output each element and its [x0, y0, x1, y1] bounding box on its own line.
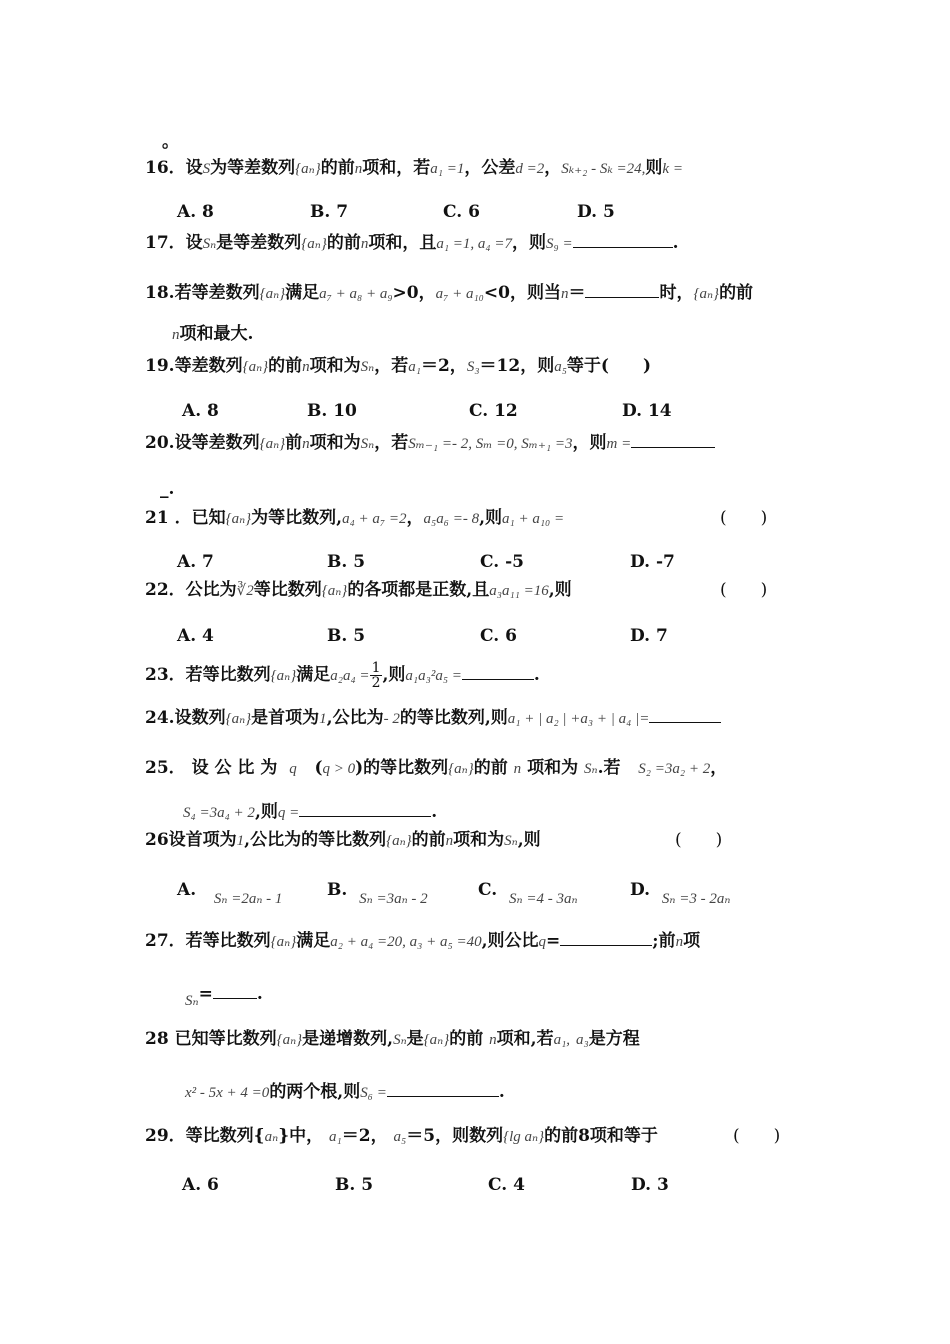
q22-option-a[interactable]: A. 4: [177, 626, 214, 646]
q26-option-a[interactable]: A. Sₙ =2aₙ - 1: [177, 880, 283, 907]
q16-option-b[interactable]: B. 7: [310, 202, 349, 222]
question-18-line2: n项和最大.: [172, 324, 254, 344]
q19-option-b[interactable]: B. 10: [307, 401, 357, 421]
question-23: 23．若等比数列{aₙ}满足a₂a₄ = $\frac{1}{2}$ ,则a₁a₃²a₅ = .: [145, 660, 540, 691]
q21-option-b[interactable]: B. 5: [327, 552, 366, 572]
q28-answer-blank[interactable]: [387, 1080, 499, 1097]
q29-answer-paren[interactable]: ( ): [733, 1126, 781, 1146]
q21-option-c[interactable]: C. -5: [480, 552, 524, 572]
q16-option-d[interactable]: D. 5: [577, 202, 615, 222]
question-25: 25． 设 公 比 为 q (q > 0)的等比数列{aₙ}的前 n 项和为 Sₙ.若 S₂ =3a₂ + 2，: [145, 758, 728, 778]
question-27: 27．若等比数列{aₙ}满足a₂ + a₄ =20, a₃ + a₅ =40,则公比q= ;前n项: [145, 931, 701, 951]
q26-option-d[interactable]: D. Sₙ =3 - 2aₙ: [630, 880, 731, 907]
q25-answer-blank[interactable]: [299, 800, 431, 817]
q21-option-d[interactable]: D. -7: [630, 552, 675, 572]
q23-fraction: $\frac{1}{2}$: [371, 660, 381, 691]
q26-option-b[interactable]: B. Sₙ =3aₙ - 2: [327, 880, 428, 907]
q29-option-a[interactable]: A. 6: [182, 1175, 219, 1195]
q23-answer-blank[interactable]: [462, 663, 534, 680]
question-21: 21 ．已知{aₙ}为等比数列,a₄ + a₇ =2，a₅a₆ =- 8,则a₁ + a₁₀ =: [145, 508, 565, 528]
question-27-line2: Sₙ= .: [185, 984, 263, 1009]
q16-option-a[interactable]: A. 8: [177, 202, 214, 222]
question-20: 20.设等差数列{aₙ}前n项和为Sₙ，若Sₘ₋₁ =- 2, Sₘ =0, Sₘ₊₁ =3，则m =: [145, 431, 715, 456]
question-22: 22．公比为∛2等比数列{aₙ}的各项都是正数,且a₃a₁₁ =16,则: [145, 580, 572, 600]
q22-option-c[interactable]: C. 6: [480, 626, 517, 646]
question-18: 18.若等差数列{aₙ}满足a₇ + a₈ + a₉>0，a₇ + a₁₀<0，则当n＝ 时，{aₙ}的前: [145, 283, 754, 303]
question-29: 29．等比数列{aₙ}中， a₁＝2， a₅＝5，则数列{lg aₙ}的前8项和等于: [145, 1126, 658, 1146]
question-20-line2: _.: [160, 479, 175, 499]
q20-answer-blank[interactable]: [631, 431, 715, 448]
q19-option-a[interactable]: A. 8: [182, 401, 219, 421]
question-17: 17．设Sₙ是等差数列{aₙ}的前n项和，且a₁ =1, a₄ =7，则S₉ = .: [145, 233, 679, 253]
q29-option-b[interactable]: B. 5: [335, 1175, 374, 1195]
q22-option-d[interactable]: D. 7: [630, 626, 668, 646]
q22-answer-paren[interactable]: ( ): [720, 580, 768, 600]
q24-answer-blank[interactable]: [649, 706, 721, 723]
question-26: 26设首项为1,公比为的等比数列{aₙ}的前n项和为Sₙ,则: [145, 830, 541, 850]
q19-option-c[interactable]: C. 12: [469, 401, 518, 421]
q22-option-b[interactable]: B. 5: [327, 626, 366, 646]
leading-dot: 。: [162, 132, 179, 152]
question-28: 28 已知等比数列{aₙ}是递增数列,Sₙ是{aₙ}的前 n项和,若a₁, a₃是方程: [145, 1029, 640, 1049]
q27-sum-blank[interactable]: [213, 982, 257, 999]
q21-option-a[interactable]: A. 7: [177, 552, 214, 572]
q21-answer-paren[interactable]: ( ): [720, 508, 768, 528]
q26-answer-paren[interactable]: ( ): [675, 830, 723, 850]
q19-option-d[interactable]: D. 14: [622, 401, 672, 421]
question-24: 24.设数列{aₙ}是首项为1,公比为- 2的等比数列,则a₁ + | a₂ | +a₃ + | a₄ |=: [145, 706, 721, 731]
question-28-line2: x² - 5x + 4 =0的两个根,则S₆ = .: [185, 1082, 505, 1102]
q18-answer-blank[interactable]: [585, 281, 659, 298]
q27-ratio-blank[interactable]: [560, 929, 652, 946]
q29-option-c[interactable]: C. 4: [488, 1175, 525, 1195]
question-16: 16．设S为等差数列{aₙ}的前n项和，若a₁ =1，公差d =2，Sₖ₊₂ - Sₖ =24,则k =: [145, 158, 683, 178]
q29-option-d[interactable]: D. 3: [631, 1175, 669, 1195]
question-25-line2: S₄ =3a₄ + 2,则q = .: [183, 802, 438, 822]
q17-answer-blank[interactable]: [573, 231, 673, 248]
question-19: 19.等差数列{aₙ}的前n项和为Sₙ，若a₁＝2，S₃＝12，则a₅等于( ): [145, 356, 652, 376]
q26-option-c[interactable]: C. Sₙ =4 - 3aₙ: [478, 880, 578, 907]
q16-option-c[interactable]: C. 6: [443, 202, 480, 222]
